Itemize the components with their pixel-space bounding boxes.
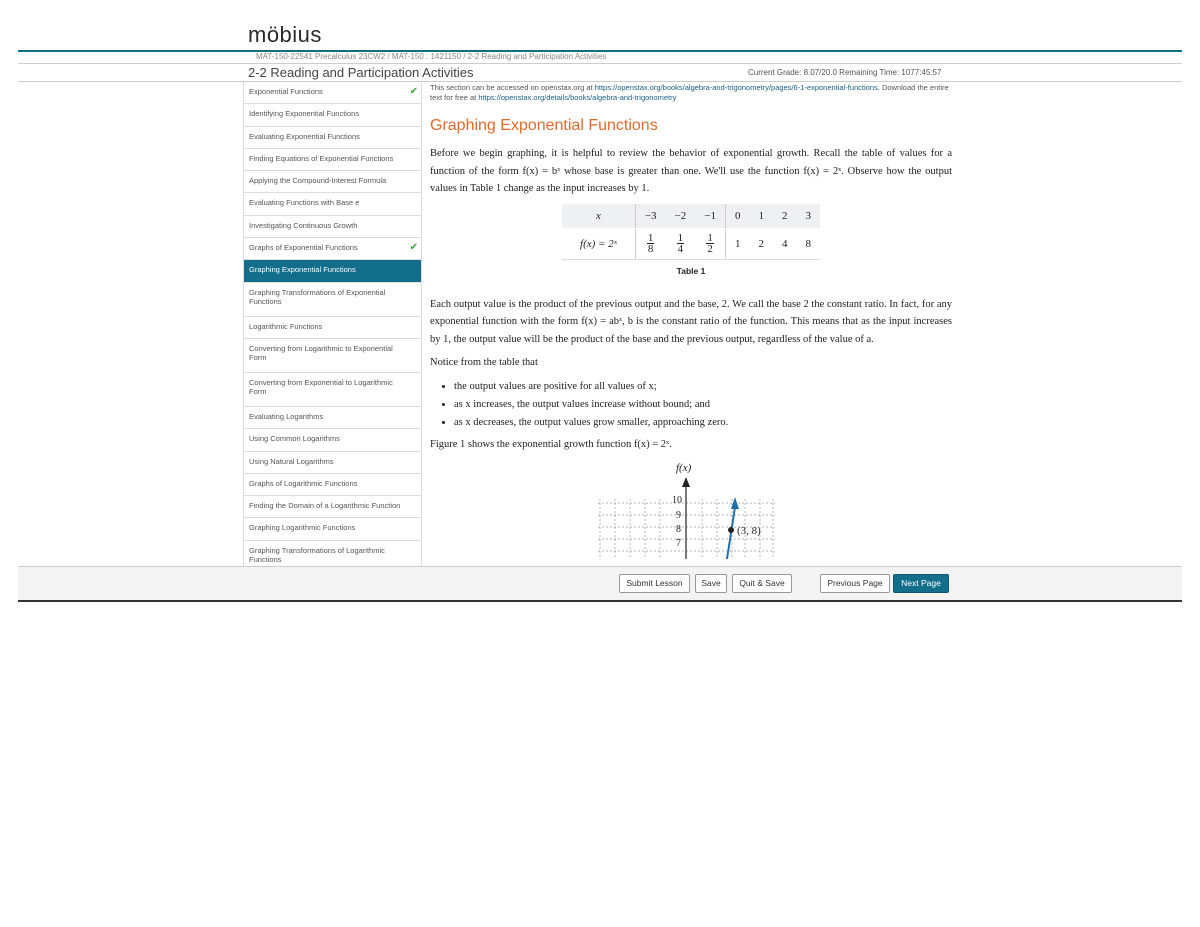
table-cell-x: −3 — [635, 204, 665, 229]
graph-svg — [430, 459, 952, 559]
sidebar-item-label: Converting from Exponential to Logarithmic Form — [249, 377, 393, 396]
sidebar-item[interactable] — [244, 452, 421, 474]
table-head-f: f(x) = 2ˣ — [562, 228, 635, 259]
fraction-denominator: 2 — [707, 243, 713, 255]
sidebar-item-label: Graphing Exponential Functions — [249, 265, 356, 275]
source-note-text: This section can be accessed on openstax.org at — [430, 83, 595, 92]
sidebar-item-label: Using Common Logarithms — [249, 434, 340, 444]
save-button[interactable]: Save — [695, 574, 727, 593]
table-cell-f: 2 — [749, 228, 773, 259]
graph-axis-label: f(x) — [676, 462, 692, 474]
tick-label-8: 8 — [676, 524, 681, 535]
fraction-numerator: 1 — [707, 232, 713, 244]
table-cell-f — [695, 228, 725, 259]
point-marker — [728, 527, 734, 533]
table-row-x — [562, 204, 820, 229]
sidebar-item[interactable] — [244, 373, 421, 407]
tick-label-7: 7 — [676, 538, 681, 549]
page-title: 2-2 Reading and Participation Activities — [248, 65, 474, 80]
title-bar — [18, 64, 1182, 82]
paragraph-constant-ratio: Each output value is the product of the previous output and the base, 2. We call the base 2 the constant ratio. In fact, for any exponential function with the form f(x) = abˣ, b is the constant ratio of the function. This means that as the input increases by 1, the output value will be the product of the base and the previous output, regardless of the value of a. — [430, 298, 952, 345]
sidebar-item[interactable] — [244, 238, 421, 260]
graph-axis-arrow — [682, 477, 690, 487]
fraction — [706, 233, 714, 254]
sidebar-item-label: Graphs of Exponential Functions — [249, 243, 358, 253]
mobius-logo: möbius — [248, 22, 322, 47]
fraction-denominator: 4 — [677, 243, 684, 255]
sidebar-item[interactable] — [244, 496, 421, 518]
sidebar-item-label: Investigating Continuous Growth — [249, 220, 358, 230]
sidebar-item[interactable] — [244, 283, 421, 317]
sidebar-item[interactable] — [244, 127, 421, 149]
table-cell-f — [635, 228, 665, 259]
table-cell-x: 1 — [749, 204, 773, 229]
breadcrumb-text: MAT-150-22541 Precalculus 23CW2 / MAT-150 : 1421150 / 2-2 Reading and Participation Activities — [256, 52, 607, 61]
paragraph-notice: Notice from the table that — [430, 357, 538, 368]
sidebar-item-label: Evaluating Exponential Functions — [249, 131, 360, 141]
next-page-button[interactable]: Next Page — [893, 574, 949, 593]
fraction-numerator: 1 — [647, 232, 654, 244]
sidebar-item-label: Exponential Functions — [249, 87, 323, 96]
sidebar-item[interactable] — [244, 474, 421, 496]
sidebar-item-label: Graphing Transformations of Logarithmic Functions — [249, 545, 385, 564]
table-cell-x: −1 — [695, 204, 725, 229]
sidebar-item-label: Evaluating Functions with Base e — [249, 198, 360, 208]
sidebar-item-label: Graphs of Logarithmic Functions — [249, 478, 358, 488]
list-item: • as x decreases, the output values grow smaller, approaching zero. — [454, 414, 952, 432]
section-heading: Graphing Exponential Functions — [430, 117, 658, 134]
paragraph-figure-ref: Figure 1 shows the exponential growth function f(x) = 2ˣ. — [430, 438, 672, 450]
sidebar-item[interactable] — [244, 429, 421, 451]
sidebar-item[interactable] — [244, 260, 421, 282]
sidebar-item[interactable] — [244, 541, 421, 566]
table-cell-f: 4 — [773, 228, 797, 259]
table-row-f — [562, 228, 820, 259]
sidebar-item[interactable] — [244, 407, 421, 429]
lesson-sidebar — [243, 82, 422, 566]
table-caption: Table 1 — [676, 265, 706, 276]
sidebar-item[interactable] — [244, 317, 421, 339]
table-cell-x: 3 — [796, 204, 820, 229]
bottom-toolbar — [18, 566, 1182, 602]
table-cell-f: 1 — [725, 228, 749, 259]
sidebar-item-label: Using Natural Logarithms — [249, 456, 334, 466]
sidebar-item-label: Graphing Logarithmic Functions — [249, 523, 356, 533]
grade-status: Current Grade: 8.07/20.0 Remaining Time: 1077:45:57 — [748, 68, 942, 77]
observation-list — [430, 378, 952, 432]
submit-lesson-button[interactable]: Submit Lesson — [619, 574, 690, 593]
quit-save-button[interactable]: Quit & Save — [732, 574, 792, 593]
sidebar-item-label: Evaluating Logarithms — [249, 411, 324, 421]
sidebar-item[interactable] — [244, 518, 421, 540]
table-head-x: x — [562, 204, 635, 229]
sidebar-item-label: Logarithmic Functions — [249, 321, 323, 331]
sidebar-item[interactable] — [244, 149, 421, 171]
table-cell-f — [666, 228, 696, 259]
graph-figure — [430, 459, 952, 559]
tick-label-9: 9 — [676, 510, 681, 521]
point-label: (3, 8) — [737, 525, 761, 537]
sidebar-item-label: Finding Equations of Exponential Functions — [249, 153, 394, 163]
openstax-link[interactable]: https://openstax.org/books/algebra-and-trigonometry/pages/6-1-exponential-functions — [594, 83, 878, 92]
checkmark-icon: ✔ — [409, 86, 418, 97]
sidebar-item[interactable] — [244, 82, 421, 104]
sidebar-item[interactable] — [244, 339, 421, 373]
breadcrumb — [18, 52, 1182, 64]
fraction-numerator: 1 — [677, 232, 684, 244]
table-cell-x: −2 — [666, 204, 696, 229]
sidebar-item-label: Finding the Domain of a Logarithmic Function — [249, 501, 401, 511]
sidebar-item-label: Identifying Exponential Functions — [249, 109, 360, 119]
sidebar-item-label: Converting from Logarithmic to Exponential Form — [249, 343, 393, 362]
fraction — [647, 233, 655, 254]
openstax-details-link[interactable]: https://openstax.org/details/books/algebra-and-trigonometry — [478, 93, 677, 102]
checkmark-icon: ✔ — [409, 242, 418, 254]
sidebar-item[interactable] — [244, 171, 421, 193]
sidebar-item-label: Applying the Compound-Interest Formula — [249, 176, 387, 186]
list-item: • the output values are positive for all values of x; — [454, 378, 952, 396]
tick-label-10: 10 — [672, 495, 682, 506]
table-cell-x: 2 — [773, 204, 797, 229]
paragraph-intro: Before we begin graphing, it is helpful to review the behavior of exponential growth. Recall the table of values for a function of the form f(x) = bˣ whose base is greater than one. We'll use the function f(x) = 2ˣ. Observe how the output values in Table 1 change as the input increases by 1. — [430, 148, 952, 194]
previous-page-button[interactable]: Previous Page — [820, 574, 890, 593]
sidebar-item[interactable] — [244, 193, 421, 215]
source-note-mid: . Download the entire text for free at — [430, 83, 949, 102]
source-note — [430, 83, 952, 103]
sidebar-item[interactable] — [244, 216, 421, 238]
table-cell-x: 0 — [725, 204, 749, 229]
list-item: • as x increases, the output values increase without bound; and — [454, 396, 952, 414]
fraction — [677, 233, 685, 254]
fraction-denominator: 8 — [647, 243, 654, 255]
lesson-content — [430, 82, 952, 566]
values-table — [562, 204, 820, 260]
sidebar-item[interactable] — [244, 104, 421, 126]
sidebar-item-label: Graphing Transformations of Exponential Functions — [249, 287, 386, 306]
table-cell-f: 8 — [796, 228, 820, 259]
